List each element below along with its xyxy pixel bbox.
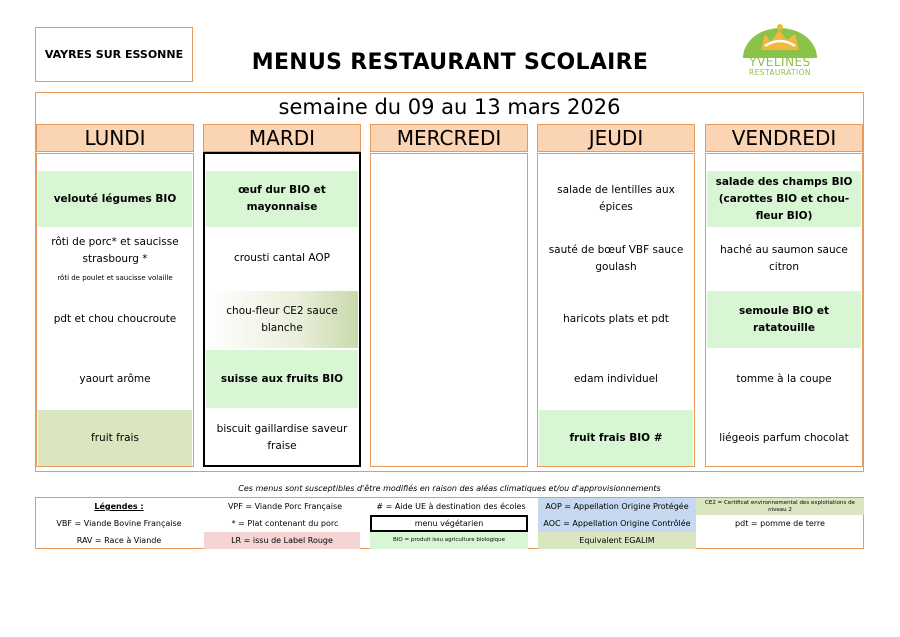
day-column-wednesday (370, 153, 528, 467)
menu-item: suisse aux fruits BIO (206, 350, 358, 408)
day-column-monday (36, 153, 194, 467)
legend-label-rouge: LR = issu de Label Rouge (204, 532, 360, 549)
menu-item: semoule BIO et ratatouille (707, 291, 861, 348)
legend-aide-ue: # = Aide UE à destination des écoles (376, 502, 526, 511)
logo-line1: YVELINES (749, 55, 811, 69)
legend-vegetarian: menu végétarien (370, 515, 528, 532)
menu-item: edam individuel (573, 372, 659, 385)
legend-vpf: VPF = Viande Porc Française (227, 502, 343, 511)
menu-item: tomme à la coupe (736, 372, 832, 385)
menu-item: fruit frais BIO # (539, 410, 693, 466)
legend-box (35, 497, 864, 549)
menu-item: velouté légumes BIO (38, 171, 192, 227)
legend-pdt: pdt = pomme de terre (735, 519, 825, 528)
day-header-tuesday: MARDI (203, 124, 361, 152)
menu-item: crousti cantal AOP (233, 252, 331, 264)
menu-item: sauté de bœuf VBF sauce goulash (548, 243, 684, 273)
legend-porc: * = Plat contenant du porc (231, 519, 339, 528)
legend-egalim: Equivalent EGALIM (538, 532, 696, 549)
town-name: VAYRES SUR ESSONNE (35, 27, 193, 82)
menu-item-alternative: rôti de poulet et saucisse volaille (57, 274, 173, 282)
menu-item: biscuit gaillardise saveur fraise (216, 423, 348, 452)
disclaimer-note: Ces menus sont susceptibles d'être modifiés en raison des aléas climatiques et/ou d'approvisionnements (238, 484, 661, 493)
day-column-thursday (537, 153, 695, 467)
day-header-monday: LUNDI (36, 124, 194, 152)
legend-vbf: VBF = Viande Bovine Française (56, 519, 182, 528)
menu-item: fruit frais (38, 410, 192, 466)
day-column-friday (705, 153, 863, 467)
page-title: MENUS RESTAURANT SCOLAIRE (251, 50, 649, 75)
legend-aoc: AOC = Appellation Origine Contrôlée (538, 515, 696, 532)
legend-ce2: CE2 = Certificat environnemental des exploitations de niveau 2 (696, 498, 864, 515)
menu-item: œuf dur BIO et mayonnaise (206, 171, 358, 227)
day-header-friday: VENDREDI (705, 124, 863, 152)
legend-bio: BIO = produit issu agriculture biologique (370, 532, 528, 549)
legend-rav: RAV = Race à Viande (76, 536, 162, 545)
day-column-tuesday (203, 152, 361, 467)
menu-item: salade de lentilles aux épices (557, 184, 675, 213)
menu-item: liégeois parfum chocolat (719, 431, 849, 444)
menu-item: yaourt arôme (79, 372, 151, 385)
logo-line2: RESTAURATION (749, 68, 811, 77)
logo-emblem-icon (735, 20, 825, 60)
menu-item: rôti de porc* et saucisse strasbourg * rôti de poulet et saucisse volaille (51, 236, 179, 282)
logo-text (735, 56, 825, 77)
day-header-wednesday: MERCREDI (370, 124, 528, 152)
week-title: semaine du 09 au 13 mars 2026 (278, 95, 621, 119)
menu-item: haricots plats et pdt (563, 313, 669, 325)
menu-item: haché au saumon sauce citron (720, 243, 848, 273)
legend-title: Légendes : (94, 502, 144, 511)
menu-item: pdt et chou choucroute (53, 313, 177, 325)
legend-aop: AOP = Appellation Origine Protégée (538, 498, 696, 515)
menu-item: salade des champs BIO (carottes BIO et chou-fleur BIO) (707, 171, 861, 227)
menu-item: chou-fleur CE2 sauce blanche (206, 291, 358, 348)
day-header-thursday: JEUDI (537, 124, 695, 152)
